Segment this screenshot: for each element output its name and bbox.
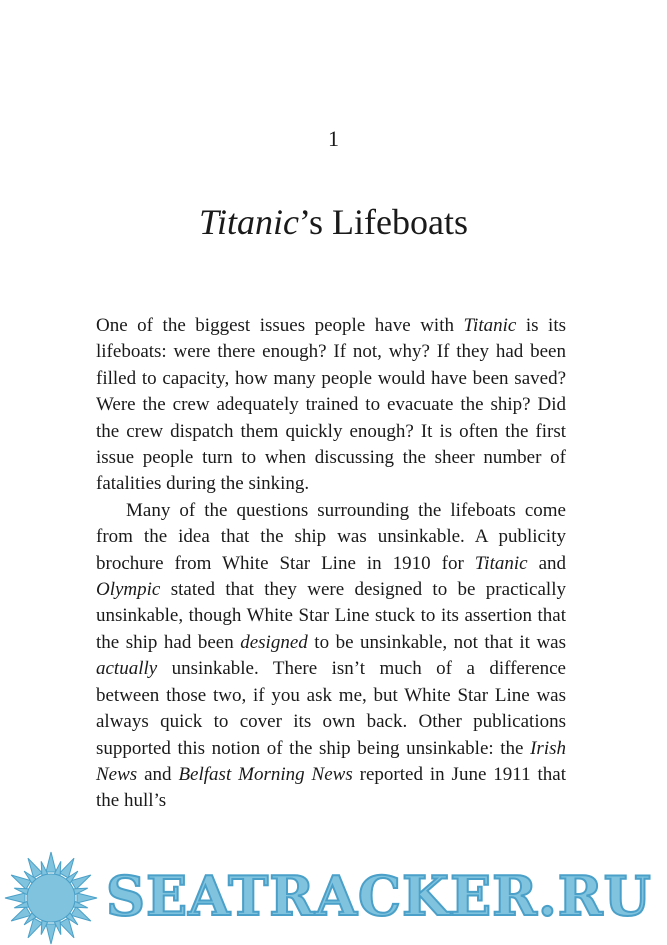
chapter-title bbox=[0, 201, 667, 243]
text-run: Titanic bbox=[474, 552, 528, 574]
sun-logo-icon bbox=[2, 848, 102, 945]
text-run: is its lifeboats: were there enough? If not, why? If they had been filled to capacity, how many people would have been saved? Were the crew adequately trained to evacuate the ship? Did the crew dispatch them quickly enough? It is often the first issue people turn to when discussing the sheer number of fatalities during the sinking. bbox=[96, 315, 566, 495]
text-run: Belfast Morning News bbox=[178, 763, 353, 785]
text-run: Many of the questions surrounding the lifeboats come from the idea that the ship was unsinkable. A publicity brochure from White Star Line in 1910 for bbox=[96, 499, 566, 574]
chapter-title-italic: Titanic bbox=[199, 202, 300, 242]
text-run: One of the biggest issues people have with bbox=[96, 315, 464, 336]
text-run: and bbox=[137, 763, 179, 785]
text-run: actually bbox=[96, 658, 158, 680]
watermark bbox=[0, 848, 667, 945]
text-run: reported in June 1911 that the hull’s bbox=[96, 763, 566, 812]
text-run: Irish News bbox=[96, 737, 566, 785]
text-run: to be unsinkable, not that it was bbox=[307, 631, 567, 653]
text-run: Titanic bbox=[463, 315, 517, 336]
paragraph-1 bbox=[96, 313, 566, 498]
chapter-body bbox=[96, 313, 566, 815]
paragraph-2 bbox=[96, 498, 566, 815]
text-run: and bbox=[527, 552, 566, 574]
chapter-title-rest: ’s Lifeboats bbox=[299, 202, 468, 242]
text-run: designed bbox=[240, 631, 308, 653]
text-run: stated that they were designed to be practically unsinkable, though White Star Line stuck to its assertion that the ship had been bbox=[96, 579, 566, 653]
chapter-number: 1 bbox=[328, 126, 339, 151]
text-run: unsinkable. There isn’t much of a difference between those two, if you ask me, but White Star Line was always quick to cover its own back. Other publications supported this notion of the ship being unsinkable: the bbox=[96, 658, 566, 759]
watermark-text: SEATRACKER.RU bbox=[106, 864, 652, 928]
text-run: Olympic bbox=[96, 579, 161, 601]
